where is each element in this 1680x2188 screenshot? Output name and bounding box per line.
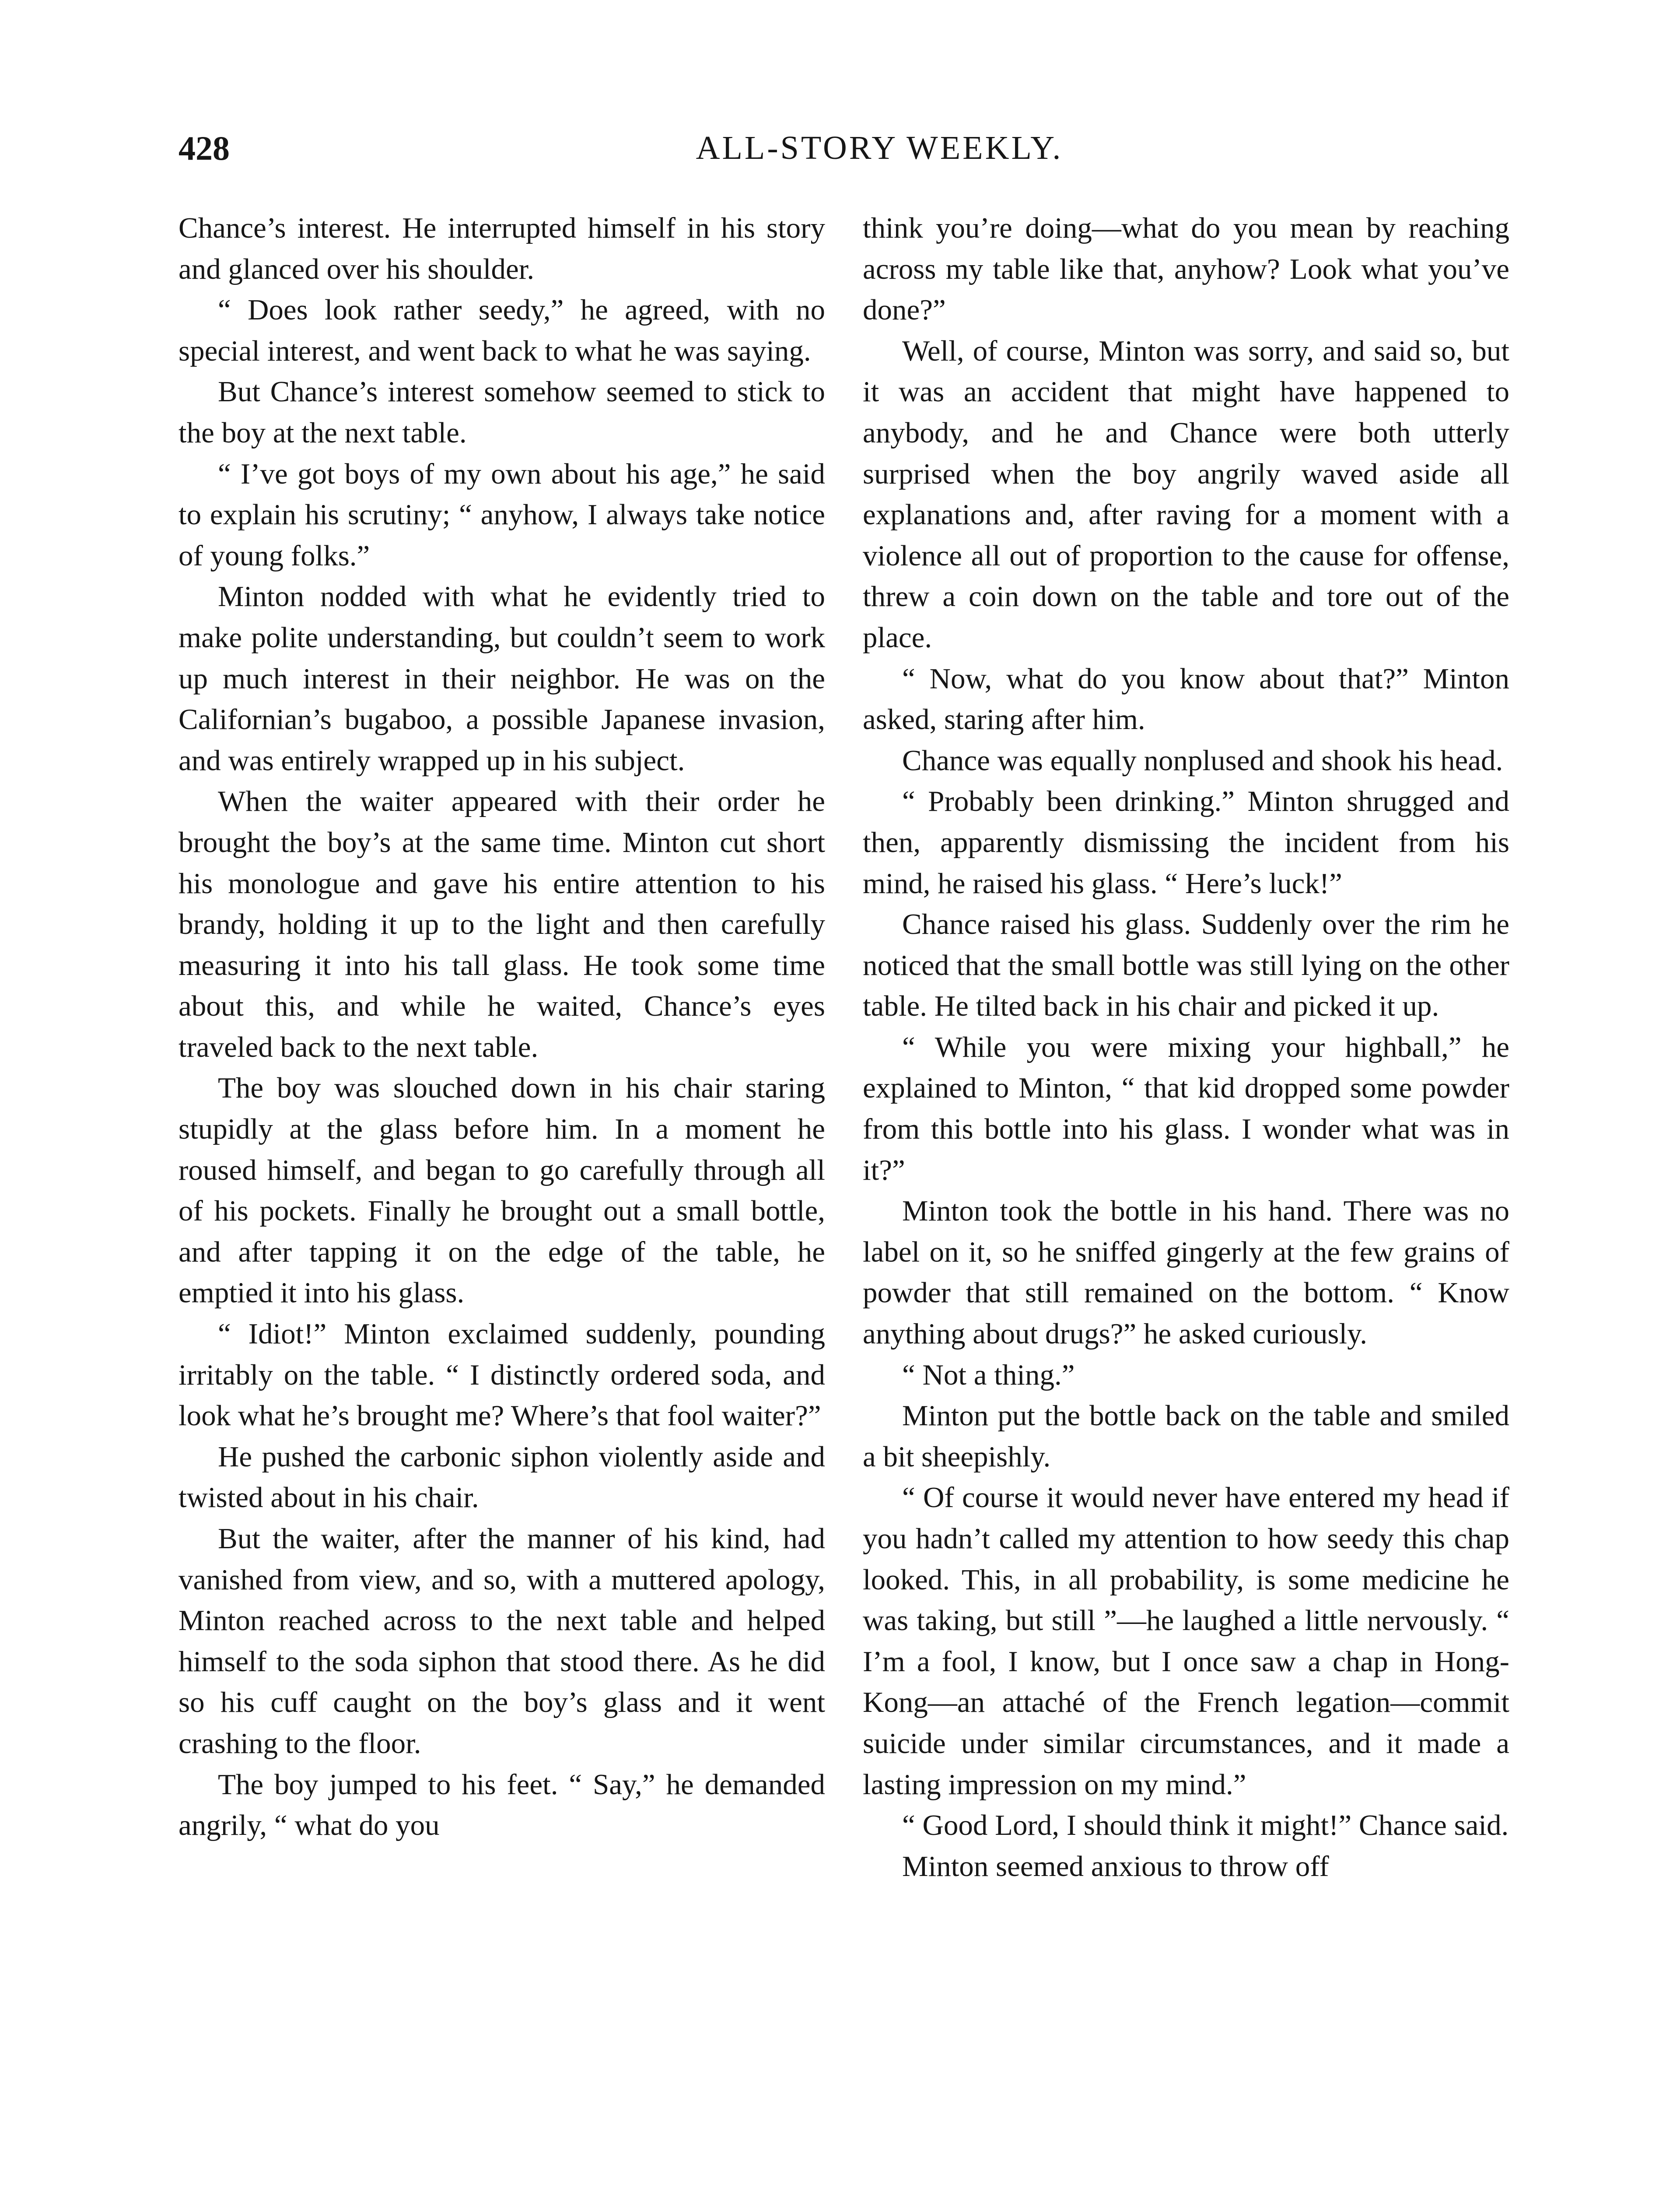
page-number: 428 [178,129,230,167]
paragraph: think you’re doing—what do you mean by reaching across my table like that, anyhow? Look what you’ve done?” [863,212,1509,326]
left-column [178,208,825,1846]
paragraph: Chance raised his glass. Suddenly over the rim he noticed that the small bottle was still lying on the other table. He tilted back in his chair and picked it up. [863,908,1509,1023]
paragraph: “ Of course it would never have entered my head if you hadn’t called my attention to how seedy this chap looked. This, in all probability, is some medicine he was taking, but still ”—he laughed a little nervously. “ I’m a fool, I know, but I once saw a chap in Hong-Kong—an attaché of the French legation—commit suicide under similar circumstances, and it made a lasting impression on my mind.” [863,1481,1509,1801]
paragraph: “ Does look rather seedy,” he agreed, with no special interest, and went back to what he was saying. [178,294,825,367]
paragraph: The boy was slouched down in his chair staring stupidly at the glass before him. In a moment he roused himself, and began to go carefully through all of his pockets. Finally he brought out a small bottle, and after tapping it on the edge of the table, he emptied it into his glass. [178,1072,825,1309]
paragraph: Minton nodded with what he evidently tried to make polite understanding, but couldn’t seem to work up much interest in their neighbor. He was on the Californian’s bugaboo, a possible Japanese invasion, and was entirely wrapped up in his subject. [178,580,825,777]
running-title: ALL-STORY WEEKLY. [696,130,1063,166]
right-column [863,208,1509,1887]
paragraph: Chance was equally nonplused and shook his head. [902,744,1503,777]
paragraph: Minton put the bottle back on the table and smiled a bit sheepishly. [863,1399,1509,1473]
paragraph: Well, of course, Minton was sorry, and said so, but it was an accident that might have happened to anybody, and he and Chance were both utterly surprised when the boy angrily waved aside all explanations and, after raving for a moment with a violence all out of proportion to the cause for offense, threw a coin down on the table and tore out of the place. [863,334,1509,654]
paragraph: When the waiter appeared with their order he brought the boy’s at the same time. Minton cut short his monologue and gave his entire attention to his brandy, holding it up to the light and then carefully measuring it into his tall glass. He took some time about this, and while he waited, Chance’s eyes traveled back to the next table. [178,785,825,1063]
paragraph: “ I’ve got boys of my own about his age,” he said to explain his scrutiny; “ anyhow, I always take notice of young folks.” [178,457,825,572]
paragraph: Minton took the bottle in his hand. There was no label on it, so he sniffed gingerly at the few grains of powder that still remained on the bottom. “ Know anything about drugs?” he asked curiously. [863,1195,1509,1350]
paragraph: “ Probably been drinking.” Minton shrugged and then, apparently dismissing the incident from his mind, he raised his glass. “ Here’s luck!” [863,785,1509,900]
paragraph: But the waiter, after the manner of his kind, had vanished from view, and so, with a muttered apology, Minton reached across to the next table and helped himself to the soda siphon that stood there. As he did so his cuff caught on the boy’s glass and it went crashing to the floor. [178,1522,825,1760]
paragraph: “ Idiot!” Minton exclaimed suddenly, pounding irritably on the table. “ I distinctly ordered soda, and look what he’s brought me? Where’s that fool waiter?” [178,1318,825,1432]
paragraph: “ While you were mixing your highball,” he explained to Minton, “ that kid dropped some powder from this bottle into his glass. I wonder what was in it?” [863,1031,1509,1186]
paragraph: Chance’s interest. He interrupted himself in his story and glanced over his shoulder. [178,212,825,285]
paragraph: Minton seemed anxious to throw off [902,1850,1329,1883]
paragraph: The boy jumped to his feet. “ Say,” he demanded angrily, “ what do you [178,1768,825,1842]
paragraph: “ Not a thing.” [902,1358,1075,1391]
paragraph: “ Good Lord, I should think it might!” Chance said. [902,1809,1509,1842]
paragraph: But Chance’s interest somehow seemed to stick to the boy at the next table. [178,375,825,449]
paragraph: He pushed the carbonic siphon violently aside and twisted about in his chair. [178,1440,825,1514]
paragraph: “ Now, what do you know about that?” Minton asked, staring after him. [863,662,1509,736]
